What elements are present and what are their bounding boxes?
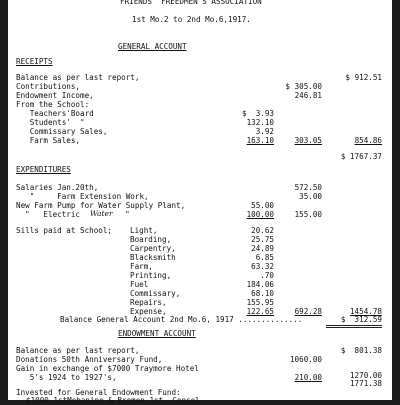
receipt-amount: 854.86 (354, 136, 382, 145)
endowment-label: Balance as per last report, (16, 346, 140, 355)
document-page (8, 0, 392, 405)
endowment-amount: 1270.00 (349, 371, 382, 380)
receipt-label: From the School: (16, 100, 90, 109)
endowment-account-title: ENDOWMENT ACCOUNT (118, 329, 196, 338)
expenditure-amount: 155.00 (294, 210, 322, 219)
receipt-amount: $ 3.93 (241, 109, 274, 118)
bill-item: Light, (130, 226, 158, 235)
bills-label: Sills paid at School; (16, 226, 113, 235)
bill-item: Commissary, (130, 289, 181, 298)
expenditures-heading: EXPENDITURES (16, 165, 71, 174)
bill-amount: 184.06 (246, 280, 274, 289)
balance-label: Balance General Account 2nd Mo.6, 1917 .............. (60, 315, 303, 324)
expenditure-amount: 572.50 (294, 183, 322, 192)
endowment-subtotal: 1771.38 (349, 379, 382, 388)
bill-item: Boarding, (130, 235, 172, 244)
receipt-amount: 303.05 (294, 136, 322, 145)
bill-amount: 155.95 (246, 298, 274, 307)
handwritten-annotation: Water (90, 209, 113, 218)
expenditure-label: " (116, 210, 130, 219)
endowment-label: Donations 50th Anniversary Fund, (16, 355, 163, 364)
bill-amount: 6.85 (255, 253, 274, 262)
endowment-label: Gain in exchange of $7000 Traymore Hotel (16, 364, 199, 373)
bill-item: Blacksmith (130, 253, 176, 262)
receipt-label: Endowment Income, (16, 91, 94, 100)
expenditure-label: Salaries Jan.20th, (16, 183, 99, 192)
receipt-amount: 246.81 (294, 91, 322, 100)
expenditure-amount: 100.00 (246, 210, 274, 219)
receipt-label: Farm Sales, (16, 136, 81, 145)
endowment-amount: 1060.00 (289, 355, 322, 364)
expenditures-total: 1454.78 (349, 307, 382, 316)
receipt-label: Balance as per last report, (16, 73, 140, 82)
double-rule (326, 325, 382, 326)
receipt-amount: 132.10 (246, 118, 274, 127)
receipt-label: Teachers'Board (16, 109, 94, 118)
bill-amount: .70 (260, 271, 274, 280)
endowment-amount: $ 801.38 (340, 346, 382, 355)
receipt-label: Students' " (16, 118, 85, 127)
receipt-amount: $ 305.00 (285, 82, 322, 91)
receipts-heading: RECEIPTS (16, 57, 53, 66)
bill-amount: 25.75 (251, 235, 274, 244)
balance-value: $ 312.59 (340, 315, 382, 324)
bill-amount: 68.10 (251, 289, 274, 298)
expenditure-label: " Farm Extension Work, (16, 192, 149, 201)
bill-amount: 20.62 (251, 226, 274, 235)
bill-item: Farm, (130, 262, 153, 271)
receipts-total: $ 1767.37 (340, 152, 382, 161)
period-line: 1st Mo.2 to 2nd Mo.6,1917. (132, 15, 251, 24)
bill-item: Fuel (130, 280, 149, 289)
expenditure-label: New Farm Pump for Water Supply Plant, (16, 201, 186, 210)
invested-label: Invested for General Endowment Fund: (16, 388, 181, 397)
endowment-amount: 210.00 (294, 373, 322, 382)
bill-item: Carpentry, (130, 244, 176, 253)
expenditure-amount: 55.00 (251, 201, 274, 210)
bill-amount: 24.89 (251, 244, 274, 253)
org-title: FRIENDS' FREEDMEN'S ASSOCIATION (120, 0, 262, 6)
receipt-amount: $ 912.51 (345, 73, 382, 82)
bill-total: 692.28 (294, 307, 322, 316)
double-rule (326, 327, 382, 328)
expenditure-amount: 35.00 (299, 192, 322, 201)
invested-detail: $1000 1stMebanine & Bremen 1st. Consol (26, 396, 200, 405)
receipt-amount: 3.92 (255, 127, 274, 136)
expenditure-label: " Electric (16, 210, 81, 219)
receipt-label: Contributions, (16, 82, 81, 91)
receipt-amount: 163.10 (246, 136, 274, 145)
endowment-label: 5's 1924 to 1927's, (16, 373, 117, 382)
general-account-title: GENERAL ACCOUNT (118, 42, 187, 51)
receipt-label: Commissary Sales, (16, 127, 108, 136)
bill-item: Expense, (130, 307, 167, 316)
bill-amount: 122.65 (246, 307, 274, 316)
bill-amount: 63.32 (251, 262, 274, 271)
bill-item: Repairs, (130, 298, 167, 307)
bill-item: Printing, (130, 271, 172, 280)
